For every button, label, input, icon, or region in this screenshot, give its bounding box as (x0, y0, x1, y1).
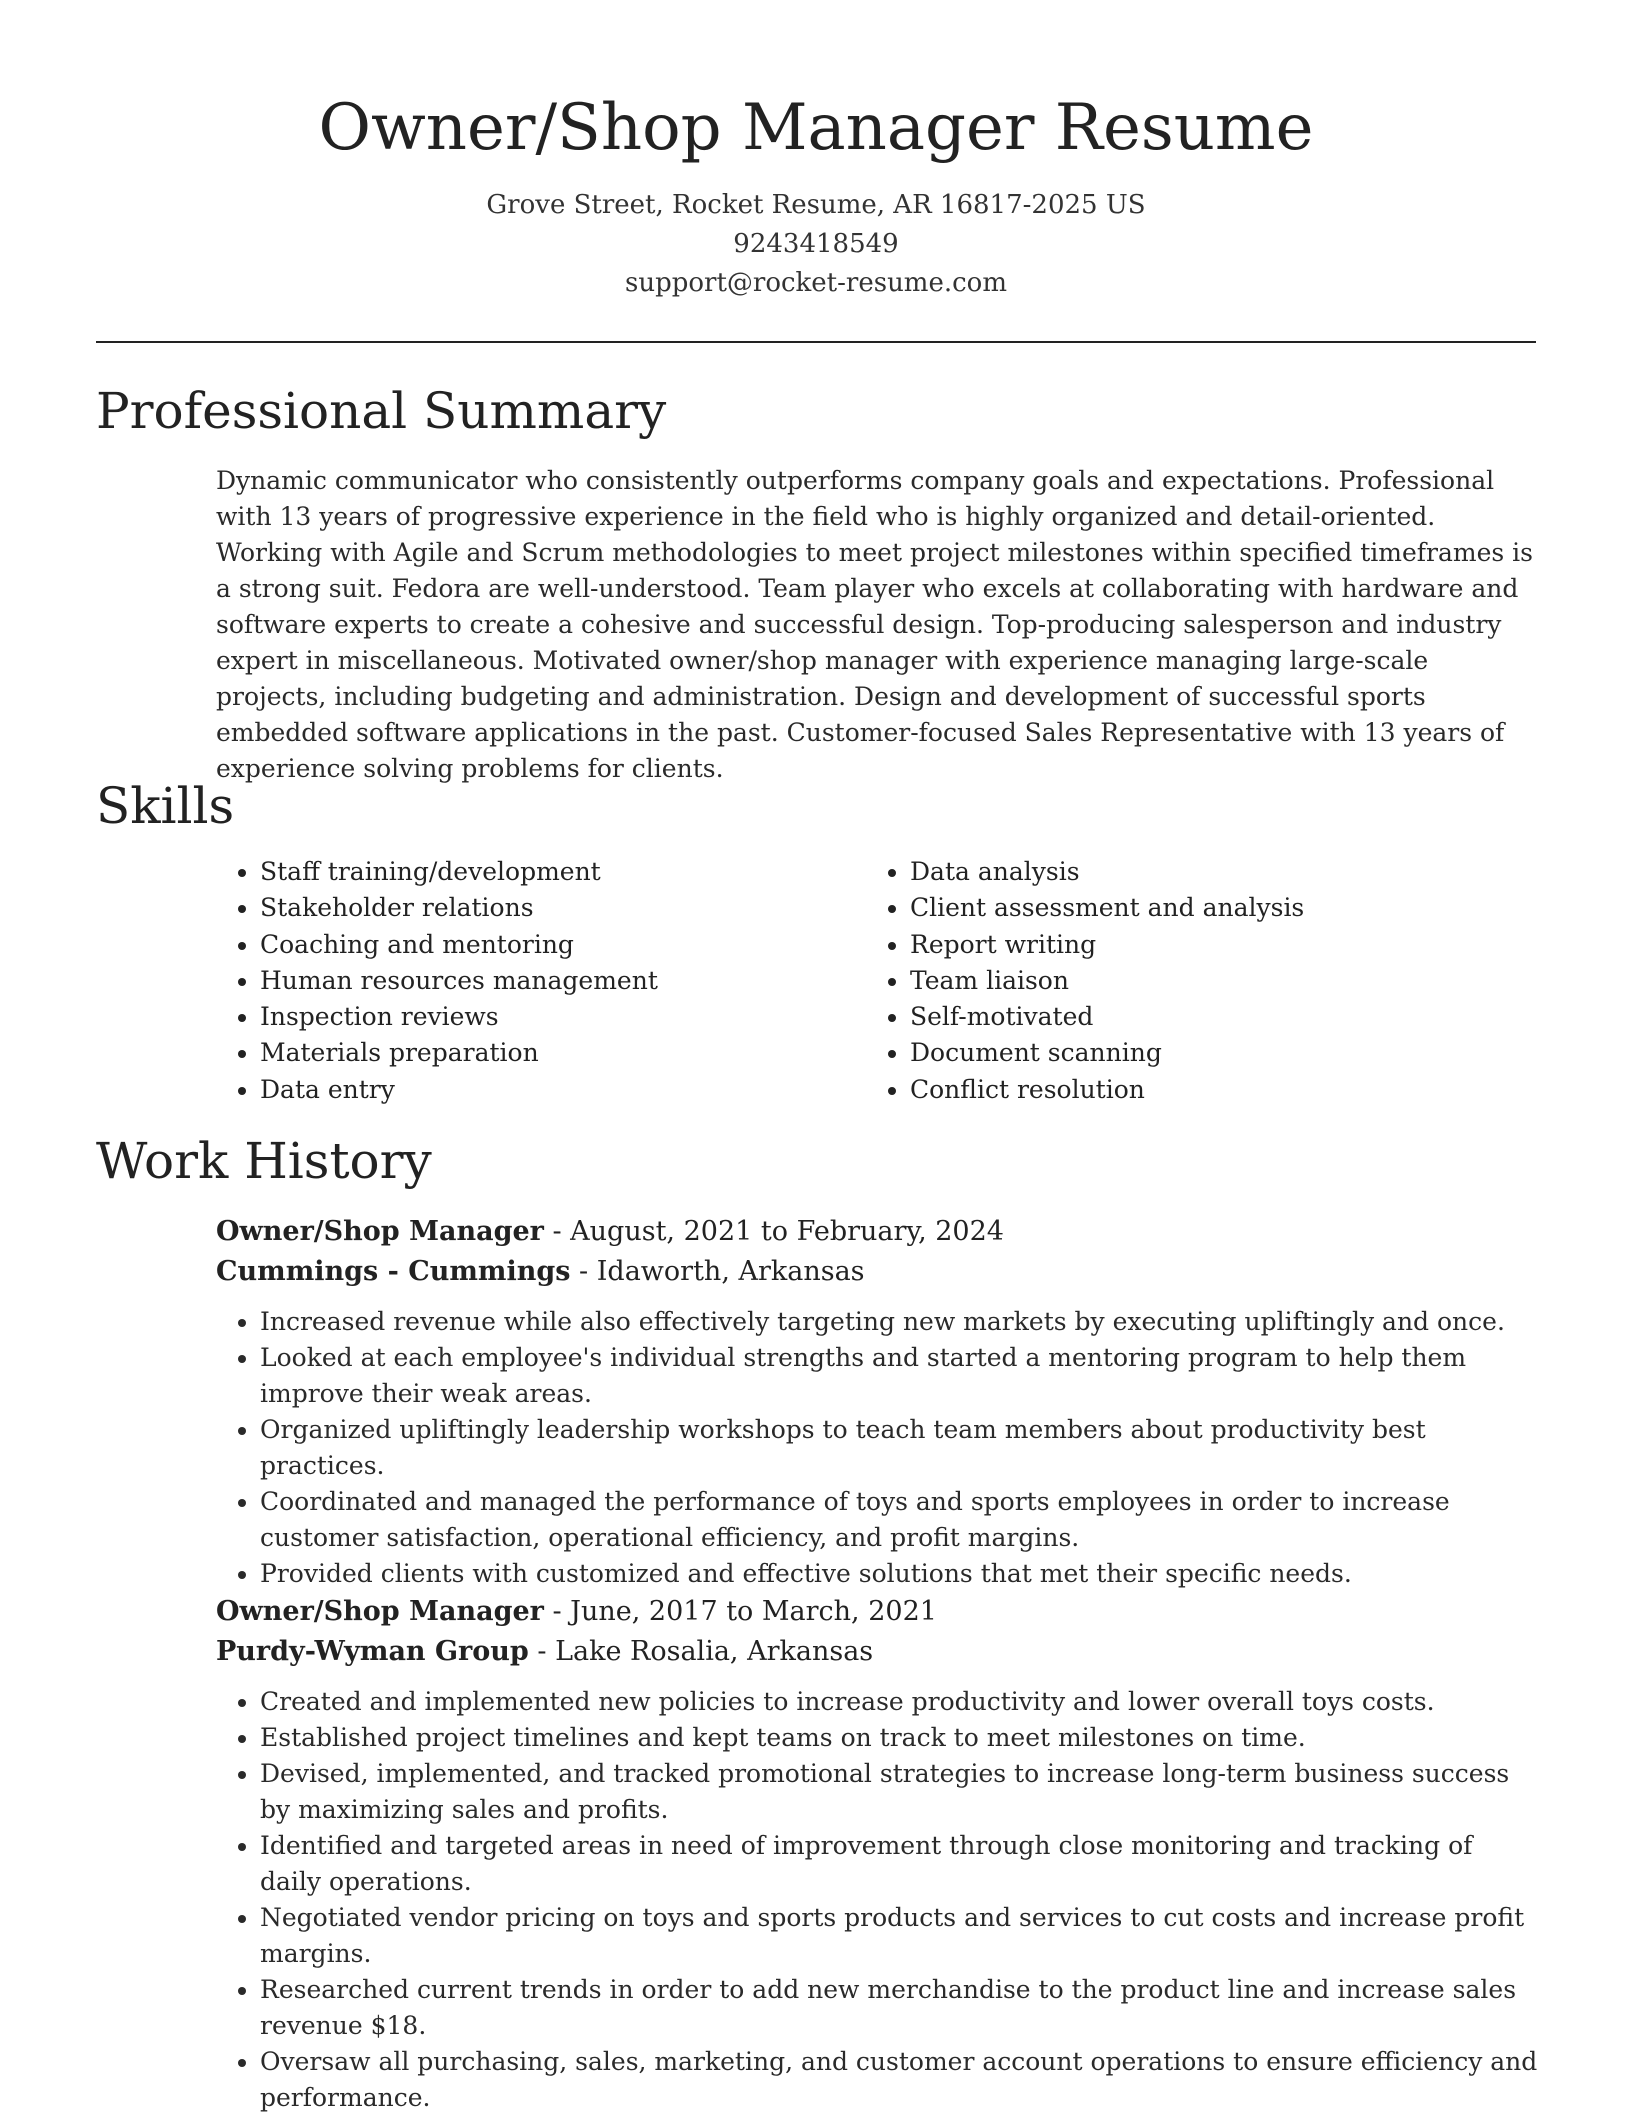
header-divider (96, 341, 1536, 343)
skill-item: • Inspection reviews (260, 999, 866, 1035)
skill-item: • Materials preparation (260, 1035, 866, 1071)
job-dates: - August, 2021 to February, 2024 (543, 1216, 1004, 1247)
job-bullet: • Increased revenue while also effectively targeting new markets by executing upliftingly and once. (260, 1304, 1538, 1340)
skill-item: • Team liaison (910, 963, 1516, 999)
job-dates: - June, 2017 to March, 2021 (543, 1596, 937, 1627)
job-bullet: • Researched current trends in order to add new merchandise to the product line and increase sales revenue $18. (260, 1972, 1538, 2044)
job-bullet: • Organized upliftingly leadership workshops to teach team members about productivity best practices. (260, 1412, 1538, 1484)
job-entry (216, 1592, 1538, 2116)
contact-info (0, 186, 1632, 303)
skill-item: • Coaching and mentoring (260, 927, 866, 963)
job-title-line (216, 1592, 1538, 1632)
skill-item: • Stakeholder relations (260, 890, 866, 926)
skills-heading: Skills (96, 777, 235, 835)
work-history-heading: Work History (96, 1132, 432, 1190)
resume-title: Owner/Shop Manager Resume (318, 91, 1314, 165)
job-bullets (216, 1684, 1538, 2116)
job-entry (216, 1212, 1538, 1592)
job-bullets (216, 1304, 1538, 1592)
resume-header (0, 0, 1632, 303)
job-bullet: • Coordinated and managed the performance of toys and sports employees in order to increase customer satisfaction, operational efficiency, and profit margins. (260, 1484, 1538, 1556)
job-bullet: • Negotiated vendor pricing on toys and sports products and services to cut costs and increase profit margins. (260, 1900, 1538, 1972)
contact-address: Grove Street, Rocket Resume, AR 16817-2025 US (486, 190, 1146, 220)
job-location: - Idaworth, Arkansas (570, 1256, 865, 1287)
job-bullet: • Devised, implemented, and tracked promotional strategies to increase long-term business success by maximizing sales and profits. (260, 1756, 1538, 1828)
job-company: Purdy-Wyman Group (216, 1636, 529, 1667)
skill-item: • Client assessment and analysis (910, 890, 1516, 926)
skill-item: • Staff training/development (260, 854, 866, 890)
job-title-line (216, 1212, 1538, 1252)
skill-item: • Self-motivated (910, 999, 1516, 1035)
job-company: Cummings - Cummings (216, 1256, 571, 1287)
skills-list (216, 854, 1536, 1108)
job-bullet: • Established project timelines and kept teams on track to meet milestones on time. (260, 1720, 1538, 1756)
job-company-line (216, 1632, 1538, 1672)
job-bullet: • Provided clients with customized and effective solutions that met their specific needs. (260, 1556, 1538, 1592)
job-company-line (216, 1252, 1538, 1292)
job-location: - Lake Rosalia, Arkansas (528, 1636, 874, 1667)
contact-email: support@rocket-resume.com (624, 268, 1007, 298)
skills-column-right (866, 854, 1516, 1108)
summary-heading: Professional Summary (96, 382, 667, 440)
job-title: Owner/Shop Manager (216, 1596, 544, 1627)
job-bullet: • Created and implemented new policies to increase productivity and lower overall toys costs. (260, 1684, 1538, 1720)
skill-item: • Conflict resolution (910, 1072, 1516, 1108)
skill-item: • Report writing (910, 927, 1516, 963)
job-bullet: • Oversaw all purchasing, sales, marketing, and customer account operations to ensure efficiency and performance. (260, 2044, 1538, 2116)
job-title: Owner/Shop Manager (216, 1216, 544, 1247)
skill-item: • Data entry (260, 1072, 866, 1108)
skills-column-left (216, 854, 866, 1108)
summary-text: Dynamic communicator who consistently outperforms company goals and expectations. Professional with 13 years of progressive experience in the field who is highly organized and detail-oriented. Working with Agile and Scrum methodologies to meet project milestones within specified timeframes is a strong suit. Fedora are well-understood. Team player who excels at collaborating with hardware and software experts to create a cohesive and successful design. Top-producing salesperson and industry expert in miscellaneous. Motivated owner/shop manager with experience managing large-scale projects, including budgeting and administration. Design and development of successful sports embedded software applications in the past. Customer-focused Sales Representative with 13 years of experience solving problems for clients. (216, 466, 1533, 783)
contact-phone: 9243418549 (733, 229, 899, 259)
skill-item: • Document scanning (910, 1035, 1516, 1071)
job-bullet: • Looked at each employee's individual strengths and started a mentoring program to help them improve their weak areas. (260, 1340, 1538, 1412)
skill-item: • Data analysis (910, 854, 1516, 890)
skill-item: • Human resources management (260, 963, 866, 999)
job-bullet: • Identified and targeted areas in need of improvement through close monitoring and tracking of daily operations. (260, 1828, 1538, 1900)
